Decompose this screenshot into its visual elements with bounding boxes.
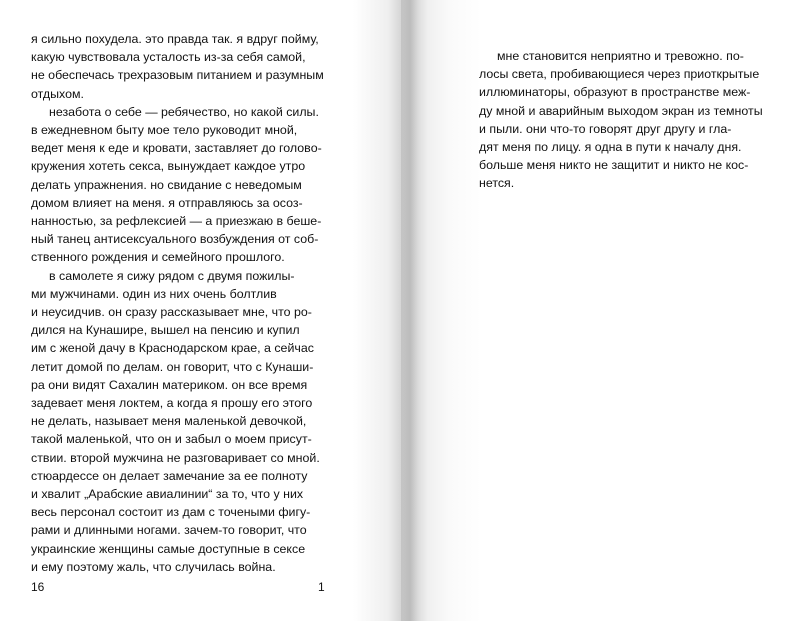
text-line: ственного рождения и семейного прошлого. <box>31 250 285 265</box>
book-gutter-shadow <box>388 0 428 621</box>
paragraph-start-line: незабота о себе — ребячество, но какой силы. <box>49 104 319 119</box>
text-line: ный танец антисексуального возбуждения от соб- <box>31 232 319 247</box>
text-line: и хвалит „Арабские авиалинии“ за то, что у них <box>31 487 304 502</box>
text-line: кружения хотеть секса, вынуждает каждое утро <box>31 159 306 174</box>
text-line: летит домой по делам. он говорит, что с Кунаши- <box>31 359 314 374</box>
text-line: не делать, называет меня маленькой девочкой, <box>31 414 307 429</box>
text-line: дят меня по лицу. я одна в пути к началу дня. <box>479 140 742 155</box>
text-line: отдыхом. <box>31 86 84 101</box>
page-marker: 1 <box>318 580 325 594</box>
text-line: ми мужчинами. один из них очень болтлив <box>31 286 277 301</box>
left-page-text <box>31 30 331 576</box>
text-line: задевает меня локтем, а когда я прошу его этого <box>31 396 313 411</box>
right-page-text <box>479 47 779 193</box>
text-line: дился на Кунашире, вышел на пенсию и купил <box>31 323 300 338</box>
text-line: рами и длинными ногами. зачем-то говорит, что <box>31 523 307 538</box>
text-line: не обеспечась трехразовым питанием и разумным <box>31 68 324 83</box>
text-line: и неусидчив. он сразу рассказывает мне, что ро- <box>31 305 312 320</box>
paragraph-start-line: в самолете я сижу рядом с двумя пожилы- <box>49 268 295 283</box>
text-line: делать упражнения. но свидание с неведомым <box>31 177 302 192</box>
text-line: я сильно похудела. это правда так. я вдруг пойму, <box>31 32 319 46</box>
text-line: в ежедневном быту мое тело руководит мной, <box>31 123 298 138</box>
text-line: ствии. второй мужчина не разговаривает со мной. <box>31 450 320 465</box>
text-line: ду мной и аварийным выходом экран из темноты <box>479 103 763 118</box>
text-line: нется. <box>479 176 515 191</box>
text-line: украинские женщины самые доступные в сексе <box>31 541 306 556</box>
text-line: нанностью, за рефлексией — а приезжаю в беше- <box>31 214 322 229</box>
text-line: весь персонал состоит из дам с точеными фигу- <box>31 505 311 520</box>
text-line: им с женой дачу в Краснодарском крае, а сейчас <box>31 341 314 356</box>
text-line: и ему поэтому жаль, что случилась война. <box>31 559 276 574</box>
paragraph-start-line: мне становится неприятно и тревожно. по- <box>497 49 744 63</box>
text-line: ра они видят Сахалин материком. он все время <box>31 377 308 392</box>
text-line: стюардессе он делает замечание за ее полноту <box>31 468 308 483</box>
text-line: какую чувствовала усталость из-за себя самой, <box>31 50 306 65</box>
text-line: больше меня никто не защитит и никто не кос- <box>479 158 749 173</box>
text-line: домом влияет на меня. я отправляюсь за осоз- <box>31 195 303 210</box>
text-line: иллюминаторы, образуют в пространстве меж- <box>479 85 751 100</box>
page-number: 16 <box>31 580 45 594</box>
text-line: такой маленькой, что он и забыл о моем присут- <box>31 432 312 447</box>
text-line: и пыли. они что-то говорят друг другу и гла- <box>479 121 732 136</box>
text-line: ведет меня к еде и кровати, заставляет до головo- <box>31 141 322 156</box>
text-line: лосы света, пробивающиеся через приоткрытые <box>479 67 760 82</box>
